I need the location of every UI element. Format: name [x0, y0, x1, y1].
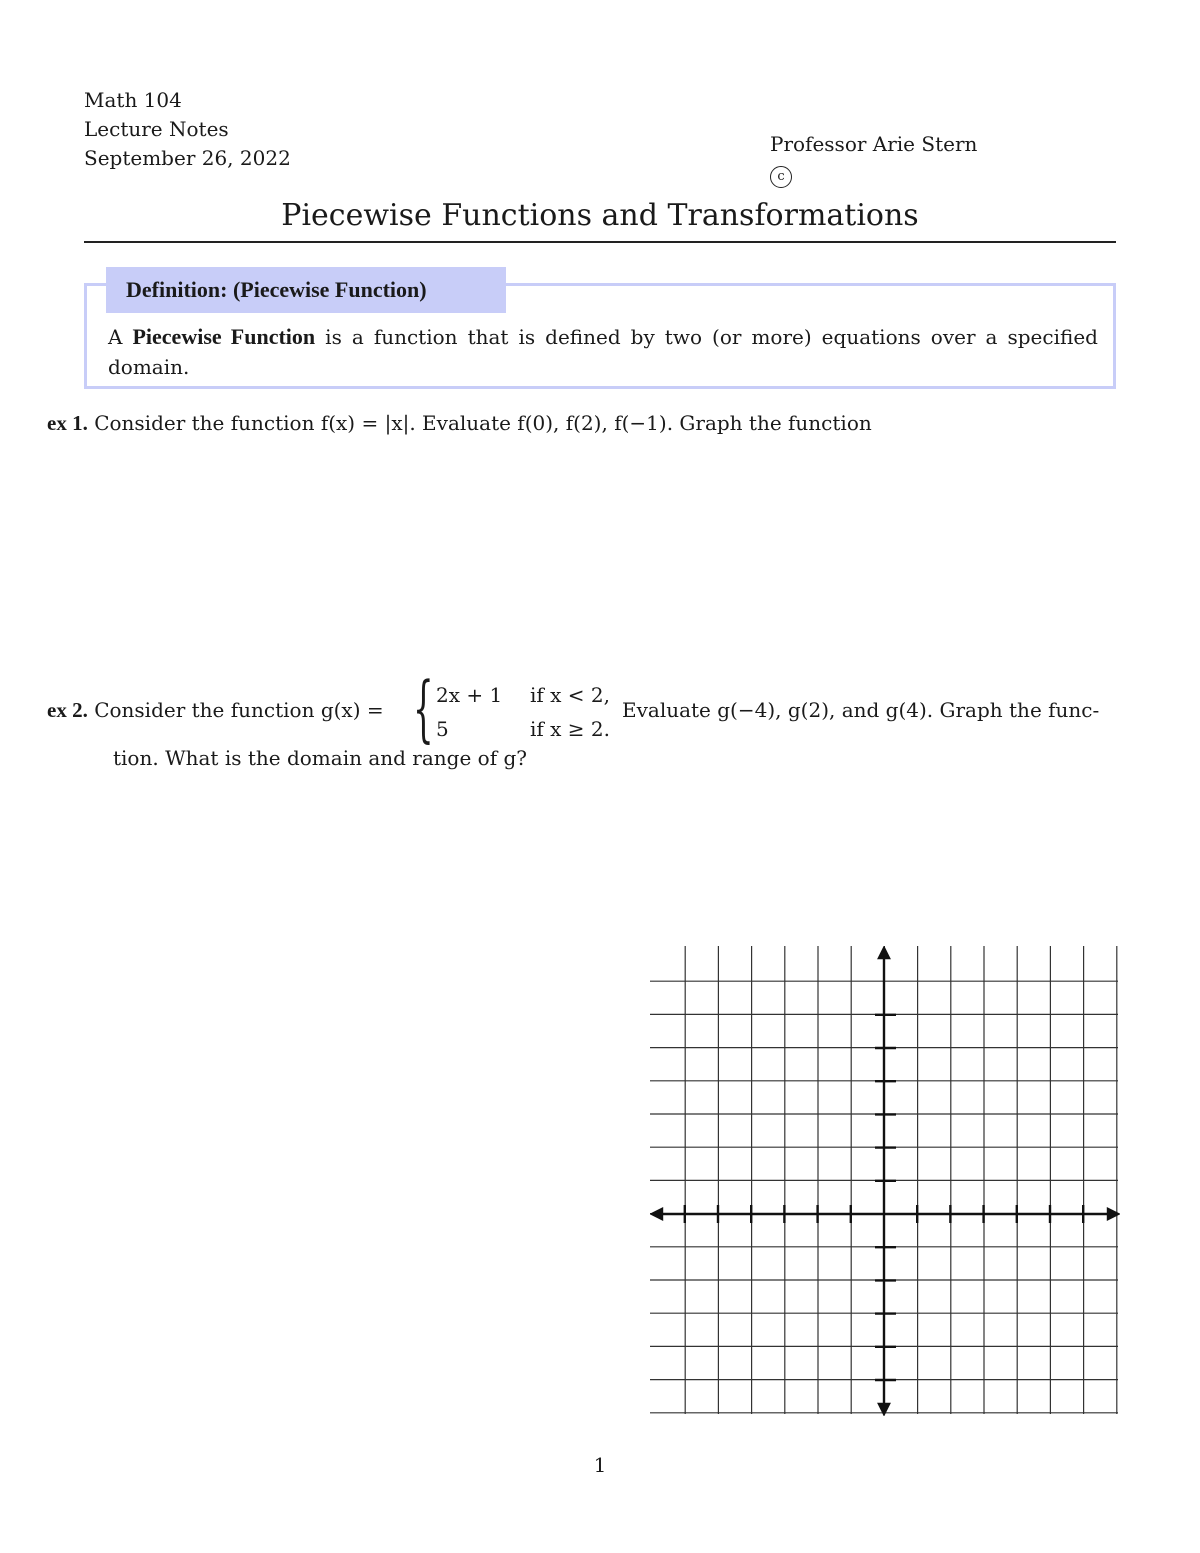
example-2-continuation: tion. What is the domain and range of g?: [113, 746, 527, 770]
definition-body: is a function that is defined by two (or more) equations over a specified domain.: [108, 325, 1098, 379]
page-number: 1: [593, 1453, 607, 1477]
course-name: Math 104: [84, 88, 182, 112]
page-title: Piecewise Functions and Transformations: [281, 198, 919, 233]
example-1-label: ex 1.: [47, 411, 88, 435]
x-axis-arrow-left: [652, 1209, 662, 1219]
piecewise-brace: {: [413, 666, 434, 750]
notes-date: September 26, 2022: [84, 146, 291, 170]
definition-term: Piecewise Function: [132, 324, 316, 349]
copyright-icon: c: [770, 166, 792, 188]
piecewise-case-2-cond: if x ≥ 2.: [530, 717, 610, 741]
example-1: [47, 408, 872, 438]
notes-type: Lecture Notes: [84, 117, 229, 141]
definition-lead: A: [108, 325, 133, 349]
example-2-after: Evaluate g(−4), g(2), and g(4). Graph the func-: [622, 698, 1100, 722]
title-rule: [84, 241, 1116, 243]
professor-name: Professor Arie Stern: [770, 132, 978, 156]
definition-label: Definition: (Piecewise Function): [106, 267, 506, 313]
piecewise-case-1-expr: 2x + 1: [436, 683, 503, 707]
coordinate-grid[interactable]: [650, 946, 1120, 1416]
piecewise-case-1-cond: if x < 2,: [530, 683, 610, 707]
example-2-intro: Consider the function g(x) =: [94, 698, 384, 722]
piecewise-case-2-expr: 5: [436, 717, 449, 741]
y-axis-arrow-up: [879, 948, 889, 958]
example-1-text: Consider the function f(x) = |x|. Evaluate f(0), f(2), f(−1). Graph the function: [94, 411, 872, 435]
example-2-label: ex 2.: [47, 698, 88, 722]
definition-text: [108, 322, 1098, 382]
header-right: [770, 130, 977, 188]
header-left: [84, 86, 291, 173]
